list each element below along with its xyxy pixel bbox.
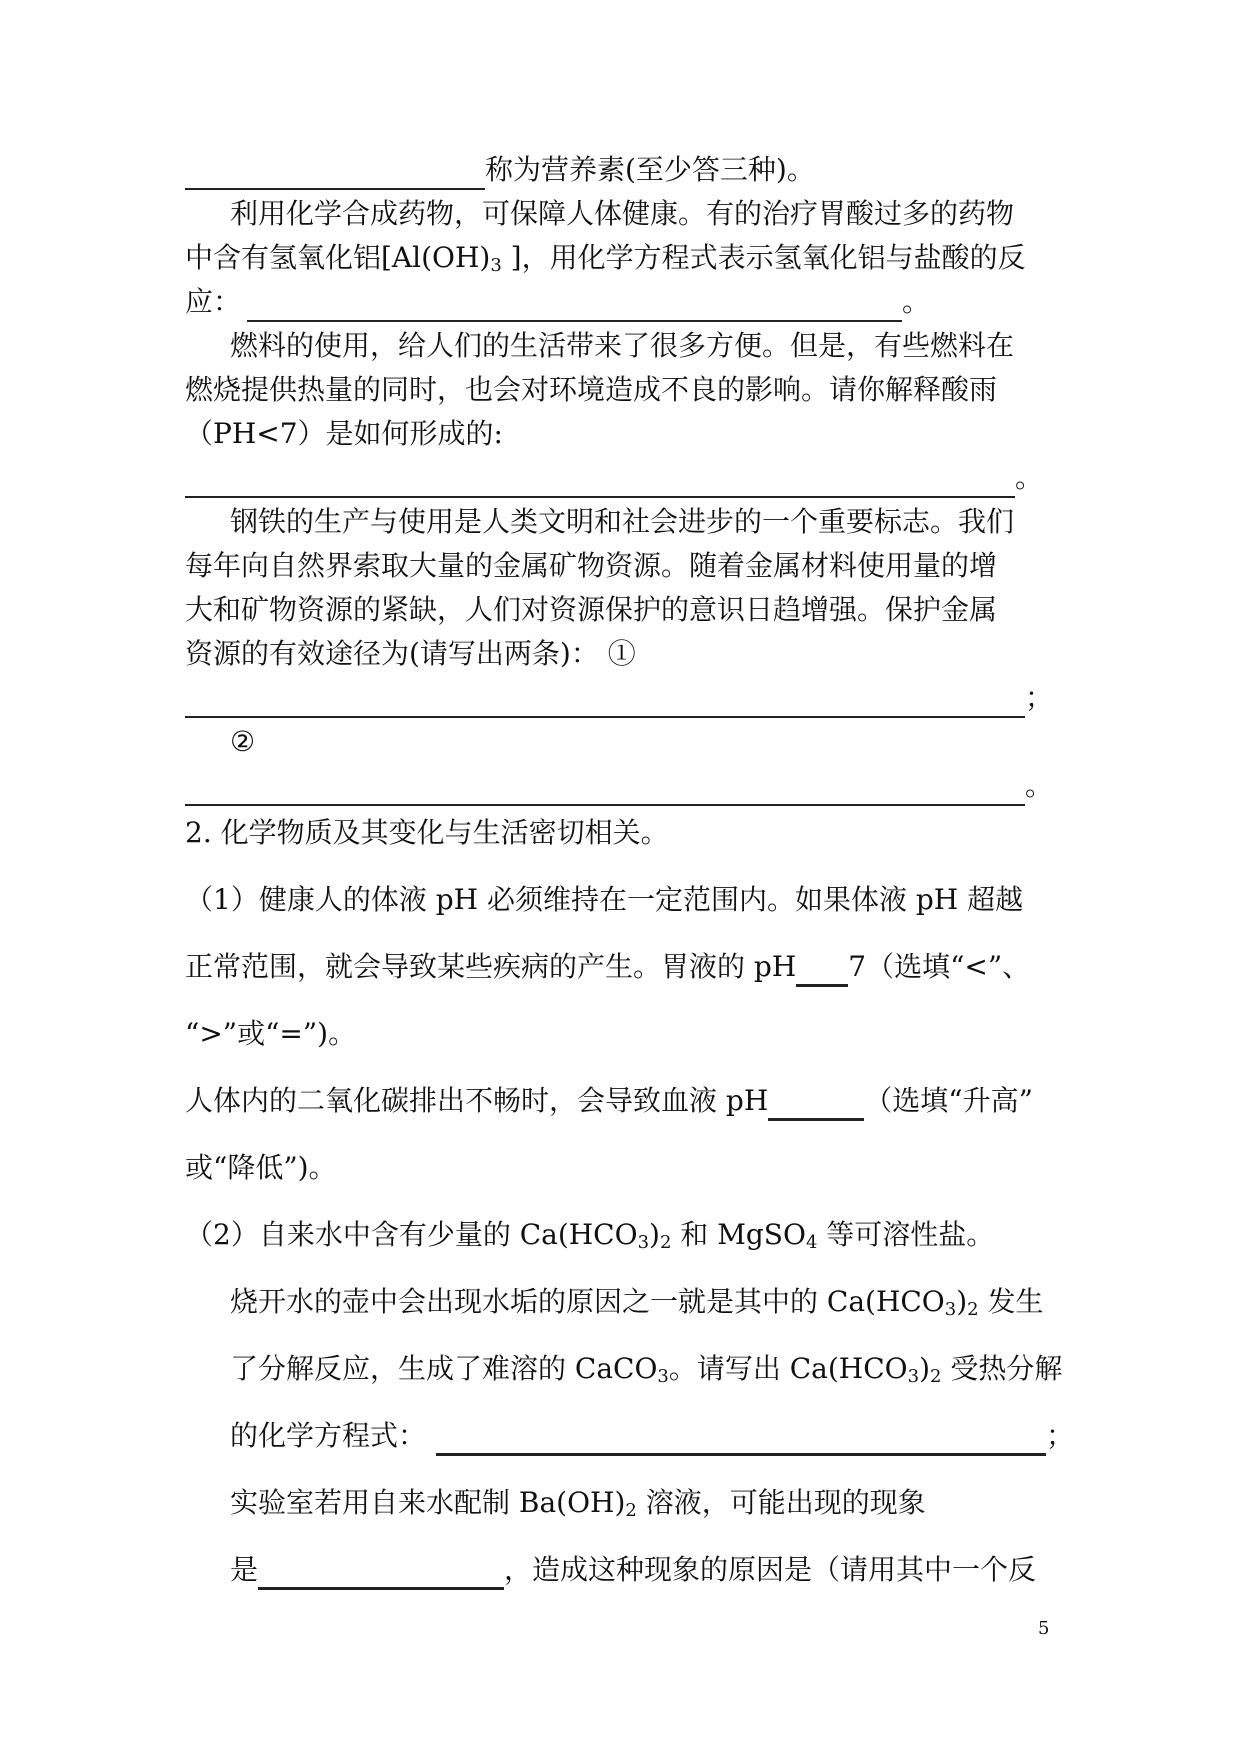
- text-line: 或“降低”)。: [185, 1151, 337, 1184]
- text-line: 中含有氢氧化铝[$Al(OH)_3$ ]，用化学方程式表示氢氧化铝与盐酸的反: [185, 241, 1026, 276]
- answer-blank[interactable]: [185, 774, 1025, 806]
- text-line: 利用化学合成药物，可保障人体健康。有的治疗胃酸过多的药物: [230, 197, 1015, 230]
- text-line: ；: [185, 678, 1053, 718]
- text-line: ②: [230, 725, 256, 758]
- text-line: 了分解反应，生成了难溶的 CaCO$_3$。请写出 $Ca(HCO_3)_2$ 受热分解: [230, 1352, 1063, 1387]
- text-line: 钢铁的生产与使用是人类文明和社会进步的一个重要标志。我们: [230, 505, 1015, 538]
- answer-blank[interactable]: [185, 466, 1015, 498]
- text-line: 每年向自然界索取大量的金属矿物资源。随着金属材料使用量的增: [185, 549, 998, 582]
- page-number: 5: [1038, 1618, 1050, 1639]
- answer-blank[interactable]: [185, 158, 485, 190]
- text-line: 实验室若用自来水配制 $Ba(OH)_2$ 溶液，可能出现的现象: [230, 1486, 926, 1521]
- text-line: “>”或“=”)。: [185, 1017, 357, 1050]
- text-line: 人体内的二氧化碳排出不畅时，会导致血液 pH （选填“升高”: [185, 1081, 1033, 1121]
- text-line: 应： 。: [185, 282, 930, 322]
- text-line: 是 ，造成这种现象的原因是（请用其中一个反: [230, 1550, 1036, 1590]
- text-line: 称为营养素(至少答三种)。: [185, 150, 815, 190]
- answer-blank[interactable]: [796, 954, 848, 987]
- text-line: 。: [185, 766, 1053, 806]
- answer-blank[interactable]: [436, 1423, 1046, 1456]
- text-line: （2）自来水中含有少量的 $Ca(HCO_3)_2$ 和 MgSO$_4$ 等可溶性盐。: [185, 1218, 995, 1253]
- text-line: 。: [185, 458, 1043, 498]
- text-line: 燃料的使用，给人们的生活带来了很多方便。但是，有些燃料在: [230, 329, 1015, 362]
- text-line: 大和矿物资源的紧缺，人们对资源保护的意识日趋增强。保护金属: [185, 593, 998, 626]
- answer-blank[interactable]: [247, 290, 902, 322]
- text-line: 的化学方程式： ；: [230, 1416, 1074, 1456]
- text-line: 燃烧提供热量的同时，也会对环境造成不良的影响。请你解释酸雨: [185, 373, 998, 406]
- text-line: 资源的有效途径为(请写出两条)： ①: [185, 637, 636, 670]
- answer-blank[interactable]: [185, 686, 1025, 718]
- text-line: 正常范围，就会导致某些疾病的产生。胃液的 pH 7（选填“<”、: [185, 947, 1030, 987]
- answer-blank[interactable]: [258, 1557, 504, 1590]
- text-line: 烧开水的壶中会出现水垢的原因之一就是其中的 $Ca(HCO_3)_2$ 发生: [230, 1285, 1044, 1320]
- text-line: （PH<7）是如何形成的:: [185, 417, 503, 450]
- answer-blank[interactable]: [768, 1088, 864, 1121]
- text-line: （1）健康人的体液 pH 必须维持在一定范围内。如果体液 pH 超越: [185, 883, 1024, 916]
- question-heading: 2. 化学物质及其变化与生活密切相关。: [185, 816, 669, 849]
